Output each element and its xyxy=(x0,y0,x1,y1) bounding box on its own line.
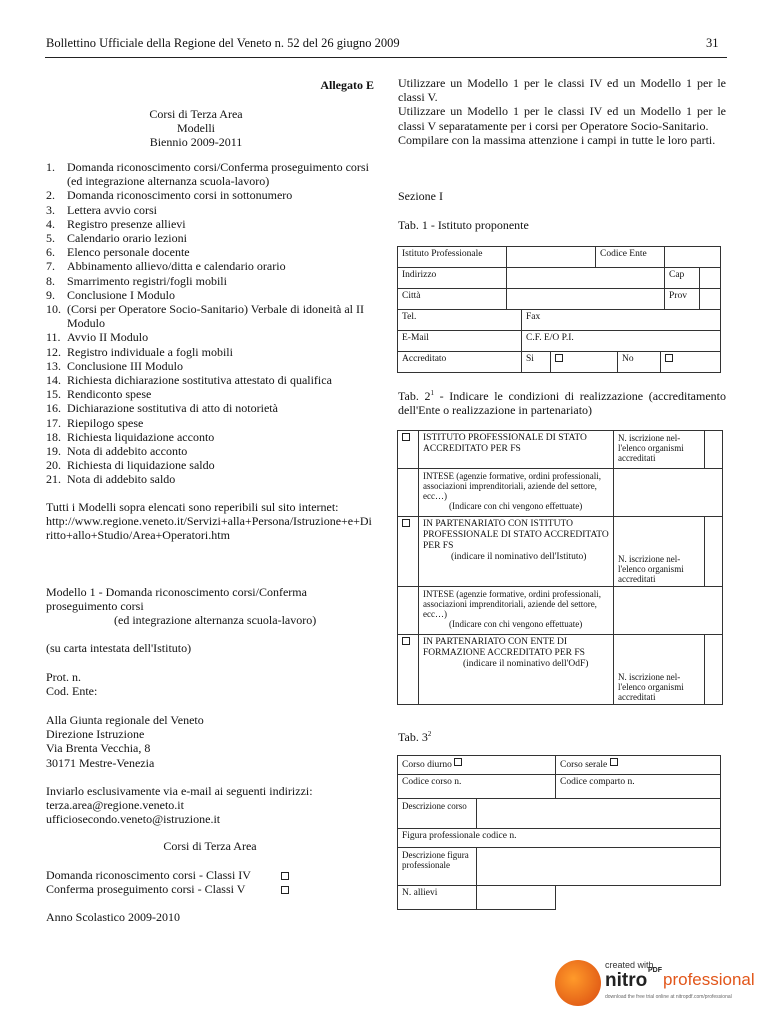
models-list xyxy=(46,160,374,487)
model-number: 12. xyxy=(46,344,61,359)
model-title: Avvio II Modulo xyxy=(67,330,149,345)
model-number: 21. xyxy=(46,472,61,487)
model-list-item xyxy=(46,387,374,401)
tab2-label: Tab. 2 xyxy=(398,389,431,403)
r3-iscr: N. iscrizione nel-l'elenco organismi accreditati xyxy=(614,635,705,705)
serale-label: Corso serale xyxy=(560,760,608,770)
address-block xyxy=(46,713,374,770)
corsi-title: Corsi di Terza Area xyxy=(163,839,257,853)
r1-label: ISTITUTO PROFESSIONALE DI STATO ACCREDITATO PER FS xyxy=(419,431,614,469)
nitro-logo-icon xyxy=(555,960,601,1006)
no-label: No xyxy=(618,352,661,373)
model-title: Lettera avvio corsi xyxy=(67,202,157,217)
model-list-item xyxy=(46,203,374,217)
choice-domanda-label: Domanda riconoscimento corsi - Classi IV xyxy=(46,868,251,882)
model-list-item xyxy=(46,217,374,231)
model-number: 13. xyxy=(46,358,61,373)
diurno-cell[interactable] xyxy=(398,756,556,775)
choice-domanda xyxy=(46,868,374,882)
model-title: Richiesta di liquidazione saldo xyxy=(67,458,215,473)
r1-intese-field[interactable] xyxy=(614,469,723,517)
accreditato-label: Accreditato xyxy=(398,352,522,373)
r3-checkbox[interactable] xyxy=(402,637,410,645)
model-list-item xyxy=(46,472,374,486)
model-number: 5. xyxy=(46,231,55,246)
model-title: Elenco personale docente xyxy=(67,245,190,260)
istituto-label: Istituto Professionale xyxy=(398,247,507,268)
r3-label xyxy=(419,635,614,705)
tab1-title: Tab. 1 - Istituto proponente xyxy=(398,218,529,232)
codice-ente-field[interactable] xyxy=(665,247,721,268)
model-list-item xyxy=(46,401,374,415)
allegato-label: Allegato E xyxy=(320,78,374,92)
model-number: 3. xyxy=(46,202,55,217)
model-title: Rendiconto spese xyxy=(67,387,152,402)
models-url[interactable]: http://www.regione.veneto.it/Servizi+alla+Persona/Istruzione+e+Diritto+allo+Studio/Area+Operatori.htm xyxy=(46,514,372,543)
carta-note: (su carta intestata dell'Istituto) xyxy=(46,641,192,655)
model-list-item xyxy=(46,330,374,344)
r2-intese-field[interactable] xyxy=(614,587,723,635)
r3-iscr-field[interactable] xyxy=(705,635,723,705)
pdf-label: PDF xyxy=(648,967,662,974)
modello-subtitle: (ed integrazione alternanza scuola-lavoro) xyxy=(114,613,317,628)
model-list-item xyxy=(46,302,374,330)
model-list-item xyxy=(46,188,374,202)
tab3-table xyxy=(397,755,721,910)
address-line-1: Alla Giunta regionale del Veneto xyxy=(46,713,204,727)
r3-label-text: IN PARTENARIATO CON ENTE DI FORMAZIONE ACCREDITATO PER FS xyxy=(423,637,585,658)
instruction-2: Utilizzare un Modello 1 per le classi IV ed un Modello 1 per le classi V separatamente per i corsi per Operatore Socio-Sanitario. xyxy=(398,104,726,133)
sezione-title: Sezione I xyxy=(398,189,443,203)
email-link-2[interactable]: ufficiosecondo.veneto@istruzione.it xyxy=(46,812,221,827)
cf-label: C.F. E/O P.I. xyxy=(522,331,721,352)
instruction-3: Compilare con la massima attenzione i campi in tutte le loro parti. xyxy=(398,132,716,147)
model-number: 16. xyxy=(46,401,61,416)
model-number: 18. xyxy=(46,429,61,444)
modello-title-text: Modello 1 - Domanda riconoscimento corsi/Conferma proseguimento corsi xyxy=(46,585,307,614)
model-title: (Corsi per Operatore Socio-Sanitario) Verbale di idoneità al II Modulo xyxy=(67,302,365,331)
r2-iscr: N. iscrizione nel-l'elenco organismi accreditati xyxy=(614,517,705,587)
r1-intese-text: INTESE (agenzie formative, ordini professionali, associazioni imprenditoriali, aziende del settore, ecc…) xyxy=(423,471,601,501)
diurno-checkbox[interactable] xyxy=(454,758,462,766)
checkbox-domanda[interactable] xyxy=(281,872,289,880)
model-title: Domanda riconoscimento corsi in sottonumero xyxy=(67,188,293,203)
model-title: Registro presenze allievi xyxy=(67,216,186,231)
cod-ente-label: Cod. Ente: xyxy=(46,684,98,699)
tab1-table xyxy=(397,246,721,373)
model-list-item xyxy=(46,444,374,458)
model-title: Richiesta liquidazione acconto xyxy=(67,429,215,444)
tab2-title xyxy=(398,386,726,417)
address-line-3: Via Brenta Vecchia, 8 xyxy=(46,741,151,756)
r3-checkbox-cell[interactable] xyxy=(398,635,419,705)
r2-checkbox-cell[interactable] xyxy=(398,517,419,587)
r2-intese-sub: (Indicare con chi vengono effettuate) xyxy=(449,619,583,629)
models-note-text: Tutti i Modelli sopra elencati sono reperibili sul sito internet: xyxy=(46,500,339,514)
codice-ente-label: Codice Ente xyxy=(596,247,665,268)
instruction-1: Utilizzare un Modello 1 per le classi IV ed un Modello 1 per le classi V. xyxy=(398,76,726,105)
address-line-2: Direzione Istruzione xyxy=(46,727,145,742)
citta-field[interactable] xyxy=(507,289,665,310)
descrizione-figura-field[interactable] xyxy=(477,848,721,886)
no-checkbox-cell[interactable] xyxy=(661,352,721,373)
header-rule xyxy=(45,57,727,58)
model-title: Nota di addebito saldo xyxy=(67,472,176,487)
prov-field[interactable] xyxy=(700,289,721,310)
r2-intese-text: INTESE (agenzie formative, ordini professionali, associazioni imprenditoriali, aziende del settore, ecc…) xyxy=(423,589,601,619)
model-number: 7. xyxy=(46,259,55,274)
model-number: 17. xyxy=(46,415,61,430)
tab2-caption: - Indicare le condizioni di realizzazione (accreditamento dell'Ente o realizzazione in partenariato) xyxy=(398,389,726,418)
email-link-1[interactable]: terza.area@regione.veneto.it xyxy=(46,798,184,813)
model-number: 2. xyxy=(46,188,55,203)
model-number: 6. xyxy=(46,245,55,260)
model-title: Calendario orario lezioni xyxy=(67,231,187,246)
running-title: Bollettino Ufficiale della Regione del Veneto n. 52 del 26 giugno 2009 xyxy=(46,36,400,50)
prov-label: Prov xyxy=(665,289,700,310)
nitro-tagline: download the free trial online at nitropdf.com/professional xyxy=(605,994,732,1000)
r1-iscr-field[interactable] xyxy=(705,431,723,469)
model-list-item xyxy=(46,373,374,387)
model-number: 10. xyxy=(46,302,61,317)
model-list-item xyxy=(46,458,374,472)
r1-iscr: N. iscrizione nel-l'elenco organismi accreditati xyxy=(614,431,705,469)
title-line-2: Modelli xyxy=(177,121,215,136)
r1-checkbox-cell[interactable] xyxy=(398,431,419,469)
descrizione-figura-label: Descrizione figura professionale xyxy=(398,848,477,886)
cap-label: Cap xyxy=(665,268,700,289)
model-number: 9. xyxy=(46,287,55,302)
si-checkbox-cell[interactable] xyxy=(551,352,618,373)
model-title: Smarrimento registri/fogli mobili xyxy=(67,273,227,288)
model-list-item xyxy=(46,274,374,288)
allievi-label: N. allievi xyxy=(398,886,477,910)
tab3-label: Tab. 3 xyxy=(398,730,428,744)
citta-label: Città xyxy=(398,289,507,310)
descrizione-corso-field[interactable] xyxy=(477,799,721,829)
r2-iscr-field[interactable] xyxy=(705,517,723,587)
model-list-item xyxy=(46,416,374,430)
tab2-footnote-ref: 1 xyxy=(430,389,434,397)
r1-intese xyxy=(419,469,614,517)
model-title: Registro individuale a fogli mobili xyxy=(67,344,233,359)
istituto-field[interactable] xyxy=(507,247,596,268)
model-title: Conclusione I Modulo xyxy=(67,287,175,302)
indirizzo-field[interactable] xyxy=(507,268,665,289)
prot-label: Prot. n. xyxy=(46,670,82,684)
page-number: 31 xyxy=(706,36,719,50)
checkbox-conferma[interactable] xyxy=(281,886,289,894)
no-checkbox[interactable] xyxy=(665,354,673,362)
nitro-watermark[interactable] xyxy=(555,958,765,1008)
model-list-item xyxy=(46,259,374,273)
diurno-label: Corso diurno xyxy=(402,760,452,770)
address-line-4: 30171 Mestre-Venezia xyxy=(46,755,155,770)
choice-block xyxy=(46,868,374,896)
anno-scolastico: Anno Scolastico 2009-2010 xyxy=(46,910,180,924)
model-list-item xyxy=(46,359,374,373)
r2-checkbox[interactable] xyxy=(402,519,410,527)
title-line-1: Corsi di Terza Area xyxy=(149,107,243,121)
email-label: E-Mail xyxy=(398,331,522,352)
r2-label-text: IN PARTENARIATO CON ISTITUTO PROFESSIONALE DI STATO ACCREDITATO PER FS xyxy=(423,519,609,551)
tab2-table xyxy=(397,430,723,705)
modello-title xyxy=(46,585,374,628)
model-title: Nota di addebito acconto xyxy=(67,444,188,459)
professional-label: professional xyxy=(663,970,755,989)
model-title: Riepilogo spese xyxy=(67,415,144,430)
figura-codice[interactable]: Figura professionale codice n. xyxy=(398,829,721,848)
model-title: Dichiarazione sostitutiva di atto di notorietà xyxy=(67,401,278,416)
allievi-field[interactable] xyxy=(477,886,556,910)
cap-field[interactable] xyxy=(700,268,721,289)
model-title: Domanda riconoscimento corsi/Conferma proseguimento corsi (ed integrazione alternanza scuola-lavoro) xyxy=(67,160,369,189)
si-label: Si xyxy=(522,352,551,373)
r2-intese xyxy=(419,587,614,635)
model-list-item xyxy=(46,160,374,188)
codice-comparto[interactable]: Codice comparto n. xyxy=(556,775,721,799)
r3-sub: (indicare il nominativo dell'OdF) xyxy=(463,659,589,669)
r2-label xyxy=(419,517,614,587)
model-list-item xyxy=(46,430,374,444)
model-number: 4. xyxy=(46,216,55,231)
nitro-brand: nitro xyxy=(605,970,648,991)
serale-cell[interactable] xyxy=(556,756,721,775)
si-checkbox[interactable] xyxy=(555,354,563,362)
email-intro: Inviarlo esclusivamente via e-mail ai seguenti indirizzi: xyxy=(46,784,313,798)
email-block xyxy=(46,784,374,827)
r1-intese-sub: (Indicare con chi vengono effettuate) xyxy=(449,501,583,511)
model-number: 8. xyxy=(46,273,55,288)
models-note xyxy=(46,500,374,543)
model-number: 11. xyxy=(46,330,61,345)
codice-corso[interactable]: Codice corso n. xyxy=(398,775,556,799)
choice-conferma xyxy=(46,882,374,896)
descrizione-corso-label: Descrizione corso xyxy=(398,799,477,829)
r2-sub: (indicare il nominativo dell'Istituto) xyxy=(451,552,587,562)
model-title: Conclusione III Modulo xyxy=(67,358,183,373)
model-number: 1. xyxy=(46,160,55,174)
r1-checkbox[interactable] xyxy=(402,433,410,441)
serale-checkbox[interactable] xyxy=(610,758,618,766)
model-list-item xyxy=(46,231,374,245)
fax-label: Fax xyxy=(522,310,721,331)
model-number: 20. xyxy=(46,458,61,473)
created-with: created with xyxy=(605,960,654,970)
instructions xyxy=(398,76,726,147)
tab3-footnote-ref: 2 xyxy=(427,730,432,738)
model-list-item xyxy=(46,345,374,359)
title-block xyxy=(46,107,346,150)
indirizzo-label: Indirizzo xyxy=(398,268,507,289)
model-list-item xyxy=(46,245,374,259)
choice-conferma-label: Conferma proseguimento corsi - Classi V xyxy=(46,882,246,897)
model-list-item xyxy=(46,288,374,302)
model-number: 15. xyxy=(46,387,61,402)
prot-block xyxy=(46,670,374,698)
model-title: Abbinamento allievo/ditta e calendario orario xyxy=(67,259,286,274)
model-title: Richiesta dichiarazione sostitutiva attestato di qualifica xyxy=(67,373,332,388)
title-line-3: Biennio 2009-2011 xyxy=(149,135,243,150)
tel-label: Tel. xyxy=(398,310,522,331)
model-number: 19. xyxy=(46,444,61,459)
model-number: 14. xyxy=(46,373,61,388)
tab3-title xyxy=(398,727,726,744)
